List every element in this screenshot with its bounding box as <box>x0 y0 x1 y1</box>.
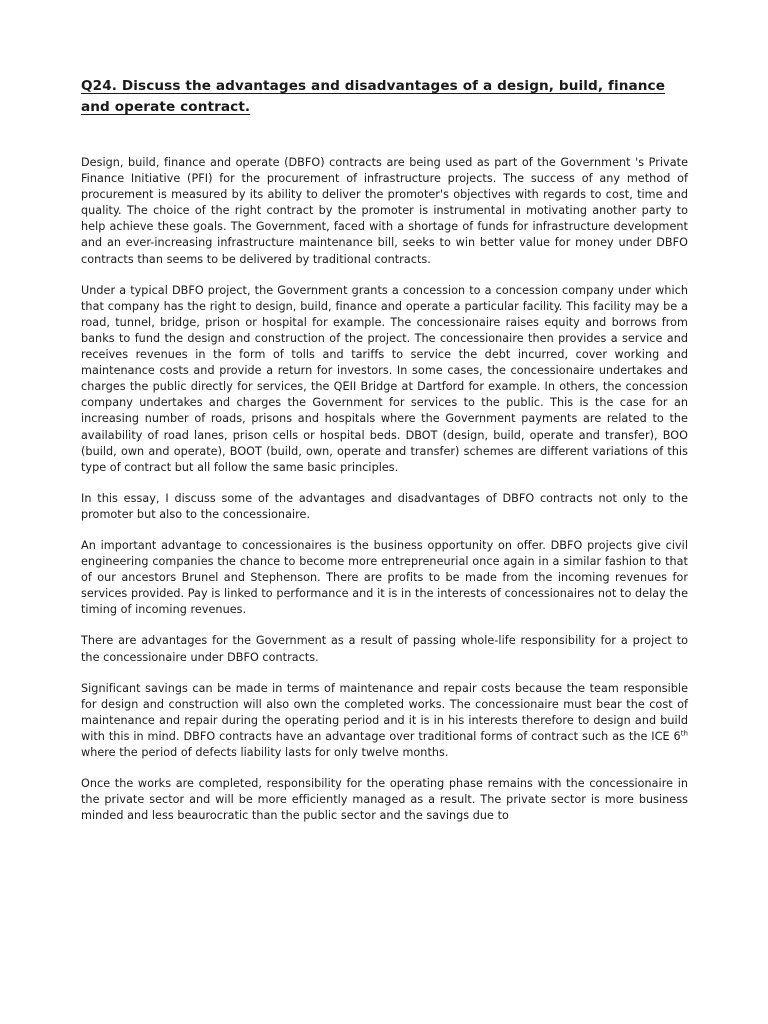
paragraph-operating-phase: Once the works are completed, responsibility for the operating phase remains with the concessionaire in the private sector and will be more efficiently managed as a result. The private sector is more business minded and less beaurocratic than the public sector and the savings due to <box>81 777 688 823</box>
ordinal-suffix: th <box>680 729 688 738</box>
paragraph-business-opportunity: An important advantage to concessionaires is the business opportunity on offer. DBFO projects give civil engineering companies the chance to become more entrepreneurial once again in a similar fashion to that of our ancestors Brunel and Stephenson. There are profits to be made from the incoming revenues for services provided. Pay is linked to performance and it is in the interests of concessionaires not to delay the timing of incoming revenues. <box>81 538 688 617</box>
question-title: Q24. Discuss the advantages and disadvantages of a design, build, finance and operate contract. <box>81 78 666 115</box>
essay-body <box>81 155 688 824</box>
paragraph-intro: Design, build, finance and operate (DBFO) contracts are being used as part of the Government 's Private Finance Initiative (PFI) for the procurement of infrastructure projects. The success of any method of procurement is measured by its ability to deliver the promoter's objectives with regards to cost, time and quality. The choice of the right contract by the promoter is instrumental in motivating another party to help achieve these goals. The Government, faced with a shortage of funds for infrastructure development and an ever-increasing infrastructure maintenance bill, seeks to win better value for money under DBFO contracts than seems to be delivered by traditional contracts. <box>81 156 688 266</box>
savings-text-before: Significant savings can be made in terms of maintenance and repair costs because the team responsible for design and construction will also own the completed works. The concessionaire must bear the cost of maintenance and repair during the operating period and it is in his interests therefore to design and build with this in mind. DBFO contracts have an advantage over traditional forms of contract such as the ICE 6 <box>81 681 688 743</box>
savings-text-after: where the period of defects liability lasts for only twelve months. <box>81 746 449 759</box>
paragraph-government-advantages: There are advantages for the Government as a result of passing whole-life responsibility for a project to the concessionaire under DBFO contracts. <box>81 634 688 664</box>
paragraph-savings <box>81 681 688 761</box>
paragraph-essay-scope: In this essay, I discuss some of the advantages and disadvantages of DBFO contracts not only to the promoter but also to the concessionaire. <box>81 491 688 521</box>
paragraph-typical-dbfo: Under a typical DBFO project, the Government grants a concession to a concession company under which that company has the right to design, build, finance and operate a particular facility. This facility may be a road, tunnel, bridge, prison or hospital for example. The concessionaire raises equity and borrows from banks to fund the design and construction of the project. The concessionaire then provides a service and receives revenues in the form of tolls and tariffs to service the debt incurred, cover working and maintenance costs and provide a return for investors. In some cases, the concessionaire undertakes and charges the public directly for services, the QEII Bridge at Dartford for example. In others, the concession company undertakes and charges the Government for services to the public. This is the case for an increasing number of roads, prisons and hospitals where the Government payments are related to the availability of road lanes, prison cells or hospital beds. DBOT (design, build, operate and transfer), BOO (build, own and operate), BOOT (build, own, operate and transfer) schemes are different variations of this type of contract but all follow the same basic principles. <box>81 283 688 474</box>
